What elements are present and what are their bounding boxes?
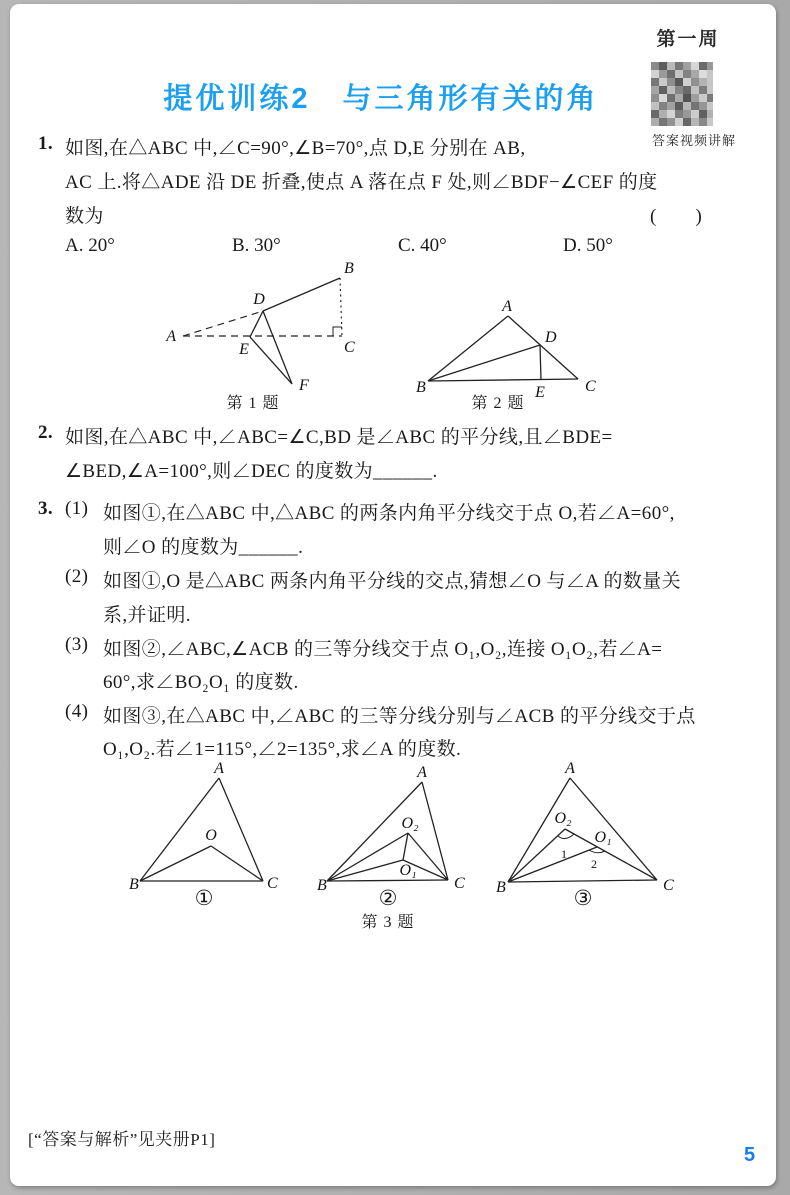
right-angle-marker [333, 327, 342, 336]
qr-caption: 答案视频讲解 [651, 133, 736, 148]
option-d: D. 50° [563, 235, 613, 256]
problem3-part1-line2: 则∠O 的度数为______. [103, 537, 304, 558]
problem2-line2: ∠BED,∠A=100°,则∠DEC 的度数为______. [65, 461, 438, 482]
figure3-3-lines [508, 778, 657, 882]
fig1-label-a: A [166, 328, 176, 345]
problem3-part4-line2: O₁,O₂.若∠1=115°,∠2=135°,求∠A 的度数. [103, 739, 462, 760]
fig3-3-label-a: A [565, 760, 575, 777]
fig3-3-label-c: C [663, 877, 674, 894]
week-label: 第一周 [656, 29, 720, 50]
problem3-part4-tag: (4) [65, 701, 89, 722]
fig2-label-c: C [585, 378, 596, 395]
figure3-1-lines [140, 778, 263, 881]
problem3-part3-line2: 60°,求∠BO₂O₁ 的度数. [103, 672, 299, 693]
figure3-2-circled-number: ② [378, 886, 398, 910]
figure3-2-lines [327, 782, 448, 881]
page-number: 5 [744, 1144, 756, 1166]
problem3-part3-line1: 如图②,∠ABC,∠ACB 的三等分线交于点 O₁,O₂,连接 O₁O₂,若∠A= [103, 639, 663, 660]
problem2-line1: 如图,在△ABC 中,∠ABC=∠C,BD 是∠ABC 的平分线,且∠BDE= [65, 427, 613, 448]
fig3-3-label-o2: O₂ [554, 810, 572, 827]
figure3-caption: 第 3 题 [361, 914, 415, 931]
figure2-lines [428, 316, 578, 381]
problem3-part2-tag: (2) [65, 566, 89, 587]
problem3-part4-line1: 如图③,在△ABC 中,∠ABC 的三等分线分别与∠ACB 的平分线交于点 [103, 706, 696, 727]
fig3-2-label-c: C [454, 875, 465, 892]
fig1-label-d: D [253, 291, 265, 308]
problem3-part2-line1: 如图①,O 是△ABC 两条内角平分线的交点,猜想∠O 与∠A 的数量关 [103, 571, 682, 592]
problem1-line2: AC 上.将△ADE 沿 DE 折叠,使点 A 落在点 F 处,则∠BDF−∠CEF 的度 [65, 172, 658, 193]
fig3-1-label-c: C [267, 875, 278, 892]
problem1-line1: 如图,在△ABC 中,∠C=90°,∠B=70°,点 D,E 分别在 AB, [65, 138, 526, 159]
fig3-2-label-o2: O₂ [401, 815, 419, 832]
angle1-arc [558, 834, 574, 839]
figure3-3-circled-number: ③ [573, 886, 593, 910]
problem1-answer-brackets: ( ) [650, 206, 703, 227]
problem1-number: 1. [38, 133, 54, 154]
fig2-label-e: E [535, 384, 545, 401]
fig3-1-label-a: A [214, 760, 224, 777]
fig3-2-label-a: A [417, 764, 427, 781]
figure-problem3-sub2 [315, 766, 465, 894]
option-a: A. 20° [65, 235, 115, 256]
figure-problem1 [160, 260, 365, 395]
fig1-label-b: B [344, 260, 354, 277]
fig2-label-b: B [416, 379, 426, 396]
fig1-label-f: F [299, 377, 309, 394]
problem3-number: 3. [38, 498, 54, 519]
problem1-line3: 数为 [65, 206, 104, 227]
figure2-caption: 第 2 题 [471, 395, 525, 412]
problem3-part2-line2: 系,并证明. [103, 605, 191, 626]
figure1-caption: 第 1 题 [226, 395, 280, 412]
fig3-3-angle1-label: 1 [561, 847, 567, 861]
fig1-label-c: C [344, 339, 355, 356]
problem2-number: 2. [38, 422, 54, 443]
figure-problem3-sub3 [490, 760, 674, 896]
problem3-part1-tag: (1) [65, 498, 89, 519]
fig1-label-e: E [239, 341, 249, 358]
footer-answer-reference: [“答案与解析”见夹册P1] [28, 1130, 216, 1149]
option-b: B. 30° [232, 235, 281, 256]
figure3-1-circled-number: ① [194, 886, 214, 910]
fig3-2-label-b: B [317, 877, 327, 894]
fig3-3-label-o1: O₁ [594, 829, 612, 846]
fig3-3-angle2-label: 2 [591, 857, 597, 871]
fig3-2-label-o1: O₁ [399, 862, 417, 879]
fig2-label-a: A [502, 298, 512, 315]
fig3-3-label-b: B [496, 879, 506, 896]
fig3-1-label-o: O [205, 827, 217, 844]
figure-problem2 [415, 300, 600, 400]
option-c: C. 40° [398, 235, 447, 256]
problem3-part3-tag: (3) [65, 634, 89, 655]
fig2-label-d: D [545, 329, 557, 346]
problem3-part1-line1: 如图①,在△ABC 中,△ABC 的两条内角平分线交于点 O,若∠A=60°, [103, 503, 675, 524]
workbook-page [10, 4, 776, 1186]
page-title: 提优训练2 与三角形有关的角 [163, 83, 599, 115]
figure-problem3-sub1 [128, 762, 283, 894]
fig3-1-label-b: B [129, 876, 139, 893]
